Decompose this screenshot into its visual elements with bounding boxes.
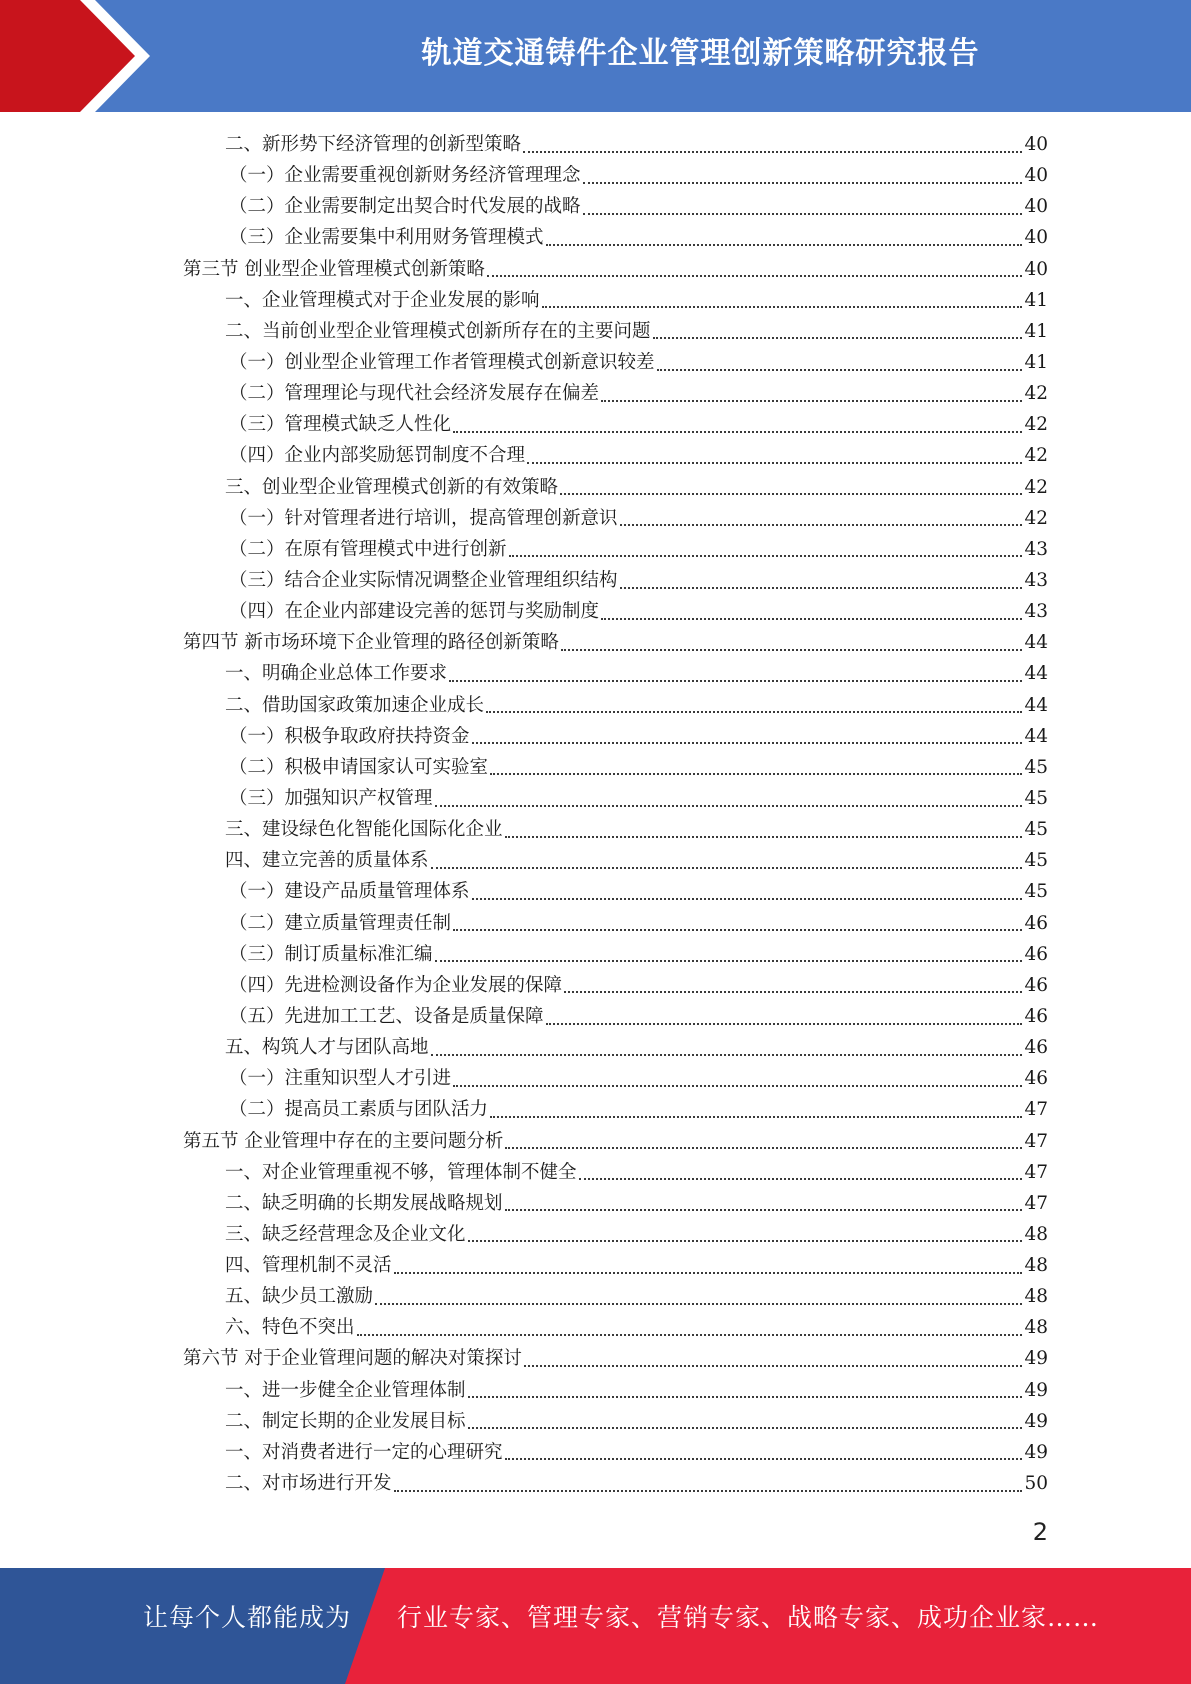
toc-entry-page: 42 (1024, 507, 1048, 529)
toc-entry[interactable] (183, 440, 1048, 471)
toc-entry-page: 49 (1024, 1379, 1048, 1401)
toc-entry-page: 46 (1024, 1037, 1048, 1059)
toc-leader-dots (490, 773, 1022, 775)
toc-entry-title: 二、借助国家政策加速企业成长 (225, 694, 485, 716)
toc-entry-page: 46 (1024, 912, 1048, 934)
toc-entry-page: 44 (1024, 725, 1048, 747)
toc-entry-title: （二）积极申请国家认可实验室 (229, 756, 489, 778)
toc-entry-page: 43 (1024, 601, 1048, 623)
toc-entry-page: 45 (1024, 787, 1048, 809)
toc-entry-page: 42 (1024, 476, 1048, 498)
toc-leader-dots (468, 1396, 1023, 1398)
toc-entry-page: 40 (1024, 227, 1048, 249)
toc-entry[interactable] (183, 1188, 1048, 1219)
toc-entry-page: 48 (1024, 1255, 1048, 1277)
toc-entry-page: 48 (1024, 1317, 1048, 1339)
toc-entry-page: 44 (1024, 632, 1048, 654)
toc-leader-dots (601, 618, 1022, 620)
toc-entry-title: （四）先进检测设备作为企业发展的保障 (229, 974, 563, 996)
toc-entry-title: （三）管理模式缺乏人性化 (229, 414, 452, 436)
toc-entry-page: 41 (1024, 320, 1048, 342)
toc-leader-dots (583, 213, 1023, 215)
toc-entry-page: 43 (1024, 538, 1048, 560)
toc-leader-dots (579, 1178, 1023, 1180)
toc-entry-title: （一）积极争取政府扶持资金 (229, 725, 470, 747)
toc-entry-title: 一、明确企业总体工作要求 (225, 663, 448, 685)
toc-entry-title: 五、构筑人才与团队高地 (225, 1037, 429, 1059)
toc-entry[interactable] (183, 160, 1048, 191)
toc-leader-dots (620, 524, 1023, 526)
toc-entry-title: 六、特色不突出 (225, 1317, 355, 1339)
toc-entry-title: （四）企业内部奖励惩罚制度不合理 (229, 445, 526, 467)
toc-entry-page: 49 (1024, 1441, 1048, 1463)
toc-leader-dots (620, 587, 1023, 589)
toc-entry-title: （二）企业需要制定出契合时代发展的战略 (229, 196, 581, 218)
toc-entry-title: 五、缺少员工激励 (225, 1286, 374, 1308)
toc-leader-dots (468, 1427, 1023, 1429)
toc-entry[interactable] (183, 534, 1048, 565)
toc-entry-title: 二、当前创业型企业管理模式创新所存在的主要问题 (225, 320, 651, 342)
toc-leader-dots (486, 711, 1022, 713)
toc-leader-dots (357, 1334, 1023, 1336)
toc-entry-page: 46 (1024, 974, 1048, 996)
toc-leader-dots (561, 649, 1023, 651)
toc-entry-page: 45 (1024, 881, 1048, 903)
toc-entry[interactable] (183, 191, 1048, 222)
toc-entry-title: 三、创业型企业管理模式创新的有效策略 (225, 476, 559, 498)
toc-entry[interactable] (183, 1094, 1048, 1125)
page-number: 2 (1032, 1518, 1048, 1546)
footer-slogan-right: 行业专家、管理专家、营销专家、战略专家、成功企业家…… (397, 1603, 1100, 1632)
table-of-contents (183, 129, 1048, 1499)
toc-entry-page: 44 (1024, 694, 1048, 716)
toc-leader-dots (431, 867, 1023, 869)
toc-leader-dots (468, 1240, 1023, 1242)
toc-leader-dots (505, 836, 1023, 838)
toc-entry-title: （三）结合企业实际情况调整企业管理组织结构 (229, 569, 618, 591)
toc-entry[interactable] (183, 658, 1048, 689)
toc-entry[interactable] (183, 565, 1048, 596)
toc-entry[interactable] (183, 1437, 1048, 1468)
toc-entry-page: 40 (1024, 134, 1048, 155)
toc-entry-page: 40 (1024, 258, 1048, 280)
toc-entry-page: 49 (1024, 1348, 1048, 1370)
toc-entry[interactable] (183, 129, 1048, 160)
toc-entry-page: 44 (1024, 663, 1048, 685)
document-title: 轨道交通铸件企业管理创新策略研究报告 (421, 36, 980, 71)
toc-entry-title: 第六节 对于企业管理问题的解决对策探讨 (183, 1348, 522, 1370)
toc-entry[interactable] (183, 752, 1048, 783)
toc-entry-page: 48 (1024, 1223, 1048, 1245)
toc-entry[interactable] (183, 472, 1048, 503)
toc-leader-dots (542, 306, 1023, 308)
toc-entry[interactable] (183, 939, 1048, 970)
toc-entry-page: 40 (1024, 165, 1048, 187)
toc-entry-title: 一、进一步健全企业管理体制 (225, 1379, 466, 1401)
toc-entry-title: （一）企业需要重视创新财务经济管理理念 (229, 165, 581, 187)
toc-entry-title: （三）制订质量标准汇编 (229, 943, 433, 965)
toc-entry-title: （二）管理理论与现代社会经济发展存在偏差 (229, 383, 600, 405)
toc-leader-dots (394, 1490, 1023, 1492)
toc-entry-page: 41 (1024, 289, 1048, 311)
toc-leader-dots (431, 1054, 1023, 1056)
toc-entry-title: 二、对市场进行开发 (225, 1473, 392, 1495)
toc-entry[interactable] (183, 316, 1048, 347)
toc-entry[interactable] (183, 378, 1048, 409)
toc-entry-title: 第五节 企业管理中存在的主要问题分析 (183, 1130, 504, 1152)
toc-entry-title: （五）先进加工工艺、设备是质量保障 (229, 1005, 544, 1027)
toc-entry-page: 49 (1024, 1410, 1048, 1432)
toc-entry[interactable] (183, 254, 1048, 285)
toc-leader-dots (490, 1116, 1022, 1118)
toc-entry[interactable] (183, 409, 1048, 440)
toc-leader-dots (546, 244, 1023, 246)
toc-entry-page: 46 (1024, 1068, 1048, 1090)
page-footer (0, 1568, 1191, 1684)
toc-entry[interactable] (183, 1032, 1048, 1063)
toc-entry[interactable] (183, 845, 1048, 876)
toc-entry[interactable] (183, 970, 1048, 1001)
toc-entry-title: 第三节 创业型企业管理模式创新策略 (183, 258, 485, 280)
toc-entry-title: （四）在企业内部建设完善的惩罚与奖励制度 (229, 601, 600, 623)
toc-leader-dots (601, 400, 1022, 402)
toc-entry[interactable] (183, 783, 1048, 814)
toc-entry-title: （一）针对管理者进行培训，提高管理创新意识 (229, 507, 618, 529)
toc-leader-dots (472, 898, 1023, 900)
toc-entry-title: 四、建立完善的质量体系 (225, 850, 429, 872)
toc-entry[interactable] (183, 1126, 1048, 1157)
toc-entry[interactable] (183, 503, 1048, 534)
toc-entry[interactable] (183, 1219, 1048, 1250)
toc-entry[interactable] (183, 1063, 1048, 1094)
toc-entry-page: 43 (1024, 569, 1048, 591)
toc-entry-page: 40 (1024, 196, 1048, 218)
toc-leader-dots (527, 462, 1022, 464)
toc-entry-title: 二、制定长期的企业发展目标 (225, 1410, 466, 1432)
toc-entry-title: 三、缺乏经营理念及企业文化 (225, 1223, 466, 1245)
toc-leader-dots (435, 805, 1023, 807)
toc-leader-dots (487, 275, 1023, 277)
toc-entry-title: 三、建设绿色化智能化国际化企业 (225, 819, 503, 841)
toc-entry-title: （一）建设产品质量管理体系 (229, 881, 470, 903)
toc-leader-dots (453, 929, 1022, 931)
toc-entry-title: 第四节 新市场环境下企业管理的路径创新策略 (183, 632, 559, 654)
toc-entry-page: 45 (1024, 819, 1048, 841)
toc-entry-title: 一、对消费者进行一定的心理研究 (225, 1441, 503, 1463)
toc-entry[interactable] (183, 908, 1048, 939)
toc-entry[interactable] (183, 1312, 1048, 1343)
toc-entry-page: 48 (1024, 1286, 1048, 1308)
toc-leader-dots (546, 1023, 1023, 1025)
toc-entry[interactable] (183, 222, 1048, 253)
toc-leader-dots (657, 369, 1023, 371)
toc-leader-dots (435, 960, 1023, 962)
toc-entry[interactable] (183, 1001, 1048, 1032)
toc-entry-title: （二）建立质量管理责任制 (229, 912, 452, 934)
toc-entry[interactable] (183, 1157, 1048, 1188)
toc-entry-page: 45 (1024, 756, 1048, 778)
toc-leader-dots (449, 680, 1022, 682)
toc-entry[interactable] (183, 347, 1048, 378)
toc-entry[interactable] (183, 1468, 1048, 1499)
toc-leader-dots (523, 151, 1022, 153)
toc-entry[interactable] (183, 690, 1048, 721)
toc-entry-page: 47 (1024, 1099, 1048, 1121)
toc-leader-dots (453, 431, 1022, 433)
toc-entry[interactable] (183, 721, 1048, 752)
toc-entry-page: 46 (1024, 943, 1048, 965)
toc-entry-title: 一、对企业管理重视不够，管理体制不健全 (225, 1161, 577, 1183)
toc-entry-title: （一）注重知识型人才引进 (229, 1068, 452, 1090)
toc-leader-dots (583, 182, 1023, 184)
footer-slogan-left: 让每个人都能成为 (143, 1603, 352, 1632)
toc-entry[interactable] (183, 814, 1048, 845)
toc-entry-title: （一）创业型企业管理工作者管理模式创新意识较差 (229, 351, 655, 373)
toc-entry-title: （三）加强知识产权管理 (229, 787, 433, 809)
toc-leader-dots (453, 1085, 1022, 1087)
toc-entry[interactable] (183, 627, 1048, 658)
toc-entry[interactable] (183, 1343, 1048, 1374)
toc-entry-page: 42 (1024, 383, 1048, 405)
toc-entry[interactable] (183, 1281, 1048, 1312)
toc-entry-page: 47 (1024, 1161, 1048, 1183)
toc-leader-dots (653, 337, 1023, 339)
toc-entry-page: 47 (1024, 1130, 1048, 1152)
toc-entry-page: 42 (1024, 414, 1048, 436)
toc-entry[interactable] (183, 1375, 1048, 1406)
toc-leader-dots (394, 1272, 1023, 1274)
toc-entry[interactable] (183, 1250, 1048, 1281)
toc-entry-title: 一、企业管理模式对于企业发展的影响 (225, 289, 540, 311)
toc-entry-title: 二、新形势下经济管理的创新型策略 (225, 134, 522, 155)
toc-leader-dots (505, 1147, 1022, 1149)
toc-entry[interactable] (183, 876, 1048, 907)
toc-leader-dots (509, 555, 1023, 557)
toc-entry-page: 41 (1024, 351, 1048, 373)
toc-entry-page: 47 (1024, 1192, 1048, 1214)
toc-entry-title: 二、缺乏明确的长期发展战略规划 (225, 1192, 503, 1214)
toc-entry-title: （二）在原有管理模式中进行创新 (229, 538, 507, 560)
toc-entry[interactable] (183, 596, 1048, 627)
page-header (0, 0, 1191, 112)
toc-entry-page: 45 (1024, 850, 1048, 872)
toc-entry-title: （二）提高员工素质与团队活力 (229, 1099, 489, 1121)
toc-leader-dots (472, 742, 1023, 744)
toc-leader-dots (524, 1365, 1023, 1367)
toc-entry-title: （三）企业需要集中利用财务管理模式 (229, 227, 544, 249)
toc-leader-dots (564, 991, 1022, 993)
toc-entry-page: 46 (1024, 1005, 1048, 1027)
toc-leader-dots (375, 1303, 1022, 1305)
toc-entry-page: 50 (1024, 1473, 1048, 1495)
toc-leader-dots (560, 493, 1022, 495)
toc-entry-page: 42 (1024, 445, 1048, 467)
toc-leader-dots (505, 1209, 1023, 1211)
toc-entry[interactable] (183, 285, 1048, 316)
toc-entry[interactable] (183, 1406, 1048, 1437)
toc-leader-dots (505, 1458, 1023, 1460)
toc-entry-title: 四、管理机制不灵活 (225, 1255, 392, 1277)
